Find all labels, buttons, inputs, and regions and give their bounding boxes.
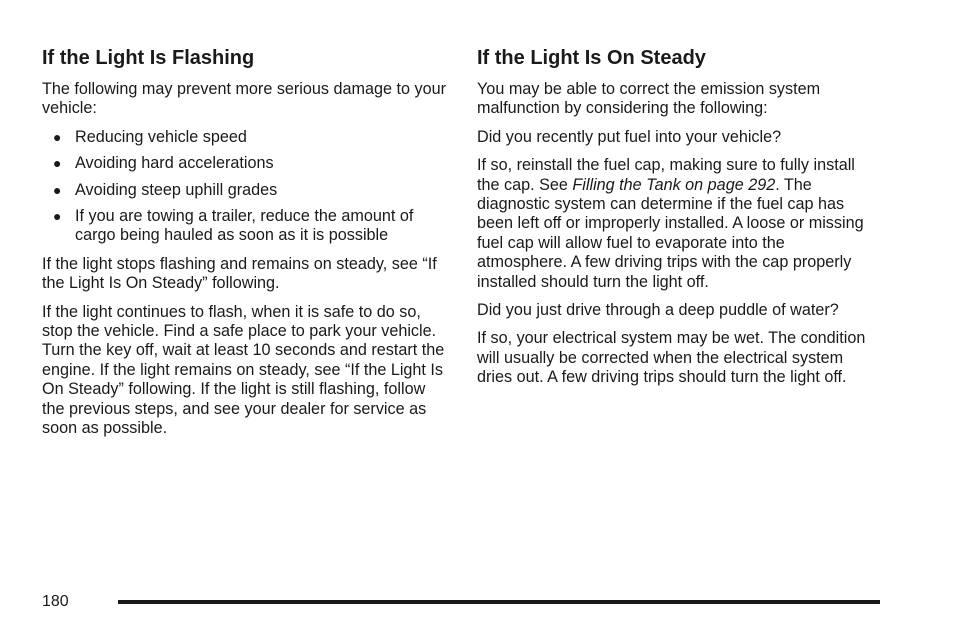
steady-question-1: Did you recently put fuel into your vehicle?	[477, 127, 782, 146]
steady-intro: You may be able to correct the emission system malfunction by considering the following:	[477, 80, 821, 118]
right-column	[477, 44, 879, 397]
steady-answer-2: If so, your electrical system may be wet. The condition will usually be corrected when the electrical system dries out. A few driving trips should turn the light off.	[477, 329, 866, 387]
section-heading-flashing: If the Light Is Flashing	[42, 47, 255, 69]
bullet-icon: ●	[53, 181, 62, 198]
flashing-paragraph-2: If the light continues to flash, when it is safe to do so, stop the vehicle. Find a safe place to park your vehicle. Turn the key off, wait at least 10 seconds and restart the engine. If the light remains on steady, see “If the Light Is On Steady” following. If the light is still flashing, follow the previous steps, and see your dealer for service as soon as possible.	[42, 302, 445, 438]
bullet-icon: ●	[53, 128, 62, 145]
flashing-bullet-list	[42, 128, 447, 246]
list-item: ● Avoiding hard accelerations	[53, 154, 274, 173]
list-item: ● Reducing vehicle speed	[53, 127, 247, 146]
list-item: ● Avoiding steep uphill grades	[53, 180, 278, 199]
section-heading-steady: If the Light Is On Steady	[477, 47, 706, 69]
cross-reference-link[interactable]: Filling the Tank on page 292	[572, 175, 776, 194]
steady-question-2: Did you just drive through a deep puddle of water?	[477, 301, 839, 320]
flashing-paragraph-1: If the light stops flashing and remains on steady, see “If the Light Is On Steady” following.	[42, 254, 437, 293]
bullet-icon: ●	[53, 155, 62, 172]
list-item: ● If you are towing a trailer, reduce the amount of cargo being hauled as soon as it is possible	[53, 207, 414, 245]
flashing-intro: The following may prevent more serious damage to your vehicle:	[42, 80, 446, 118]
bullet-icon: ●	[53, 208, 62, 225]
steady-answer-1: If so, reinstall the fuel cap, making sure to fully install the cap. See Filling the Tank on page 292. The diagnostic system can determine if the fuel cap has been left off or improperly installed. A loose or missing fuel cap will allow fuel to evaporate into the atmosphere. A few driving trips with the cap properly installed should turn the light off.	[477, 156, 864, 291]
left-column	[42, 44, 447, 448]
footer-rule	[118, 600, 880, 604]
page-number: 180	[42, 593, 69, 610]
